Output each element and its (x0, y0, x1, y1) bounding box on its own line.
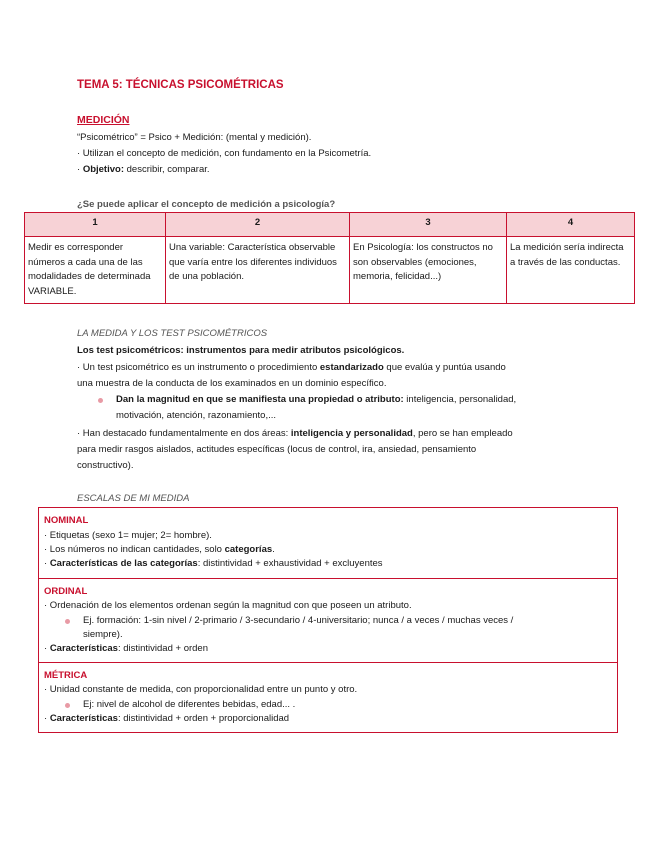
bullet-icon (65, 703, 70, 708)
ordinal-bullet-cont: siempre). (83, 629, 123, 640)
medida-bullet-cont: motivación, atención, razonamiento,... (116, 410, 277, 421)
text-run-bold: Características (49, 713, 118, 724)
bullet-dot: · (77, 164, 83, 175)
nominal-line-3 (44, 558, 383, 569)
medida-paragraph-2-end: constructivo). (77, 460, 134, 471)
nominal-title: NOMINAL (44, 515, 89, 526)
text-run: · Han destacado fundamentalmente en dos áreas: (77, 428, 291, 439)
medida-paragraph-1 (77, 362, 506, 373)
table-header-cell: 2 (166, 213, 350, 237)
medicion-line-1: “Psicométrico” = Psico + Medición: (mental y medición). (77, 132, 312, 143)
objetivo-text: describir, comparar. (123, 164, 210, 175)
text-run-bold: Características de las categorías (49, 558, 198, 569)
table-header-cell: 3 (350, 213, 507, 237)
metrica-line-3 (44, 713, 289, 724)
text-run: : distintividad + orden + proporcionalidad (117, 713, 290, 724)
medida-paragraph-2-cont: para medir rasgos aislados, actitudes específicas (locus de control, ira, ansiedad, pensamiento (77, 444, 477, 455)
section-heading-medicion: MEDICIÓN (77, 114, 130, 126)
question-heading: ¿Se puede aplicar el concepto de medición a psicología? (77, 199, 336, 210)
metrica-bullet: Ej: nivel de alcohol de diferentes bebidas, edad... . (83, 699, 296, 710)
medida-paragraph-2 (77, 428, 513, 439)
text-run: · (44, 558, 50, 569)
text-run-bold: Dan la magnitud en que se manifiesta una propiedad o atributo: (116, 394, 404, 405)
section-heading-medida: LA MEDIDA Y LOS TEST PSICOMÉTRICOS (77, 328, 268, 339)
metrica-line-1: · Unidad constante de medida, con proporcionalidad entre un punto y otro. (44, 684, 358, 695)
text-run: inteligencia, personalidad, (403, 394, 517, 405)
scales-box (38, 507, 618, 733)
text-run: : distintividad + orden (117, 643, 208, 654)
divider (39, 578, 617, 579)
text-run: · Los números no indican cantidades, solo (44, 544, 225, 555)
objetivo-label: Objetivo: (82, 164, 124, 175)
text-run: · (44, 713, 50, 724)
table-cell: La medición sería indirecta a través de las conductas. (507, 237, 635, 304)
table-cell: Medir es corresponder números a cada una de las modalidades de determinada VARIABLE. (25, 237, 166, 304)
medicion-line-2: · Utilizan el concepto de medición, con fundamento en la Psicometría. (77, 148, 372, 159)
ordinal-line-3 (44, 643, 208, 654)
medida-paragraph-1-cont: una muestra de la conducta de los examinados en un dominio específico. (77, 378, 387, 389)
medida-bold-line: Los test psicométricos: instrumentos para medir atributos psicológicos. (77, 345, 405, 356)
text-run: · Un test psicométrico es un instrumento o procedimiento (77, 362, 320, 373)
table-header-cell: 1 (25, 213, 166, 237)
ordinal-title: ORDINAL (44, 586, 88, 597)
text-run: que evalúa y puntúa usando (383, 362, 506, 373)
metrica-title: MÉTRICA (44, 670, 88, 681)
medicion-objetivo (77, 164, 210, 175)
text-run-bold: inteligencia y personalidad (290, 428, 413, 439)
text-run: , pero se han empleado (412, 428, 513, 439)
bullet-icon (98, 398, 103, 403)
divider (39, 662, 617, 663)
text-run-bold: categorías (224, 544, 273, 555)
concept-table (24, 212, 635, 304)
text-run: : distintividad + exhaustividad + excluyentes (197, 558, 383, 569)
table-header-row (25, 213, 635, 237)
text-run: . (272, 544, 275, 555)
medida-bullet (116, 394, 516, 405)
text-run-bold: Características (49, 643, 118, 654)
ordinal-line-1: · Ordenación de los elementos ordenan según la magnitud con que poseen un atributo. (44, 600, 412, 611)
text-run: · (44, 643, 50, 654)
nominal-line-2 (44, 544, 275, 555)
nominal-line-1: · Etiquetas (sexo 1= mujer; 2= hombre). (44, 530, 212, 541)
page-title: TEMA 5: TÉCNICAS PSICOMÉTRICAS (77, 79, 284, 91)
table-cell: Una variable: Característica observable que varía entre los diferentes individuos de una población. (166, 237, 350, 304)
table-cell: En Psicología: los constructos no son observables (emociones, memoria, felicidad...) (350, 237, 507, 304)
table-row (25, 237, 635, 304)
bullet-icon (65, 619, 70, 624)
ordinal-bullet: Ej. formación: 1-sin nivel / 2-primario / 3-secundario / 4-universitario; nunca / a veces / muchas veces / (83, 615, 514, 626)
table-header-cell: 4 (507, 213, 635, 237)
text-run-bold: estandarizado (319, 362, 384, 373)
section-heading-escalas: ESCALAS DE MI MEDIDA (77, 493, 190, 504)
